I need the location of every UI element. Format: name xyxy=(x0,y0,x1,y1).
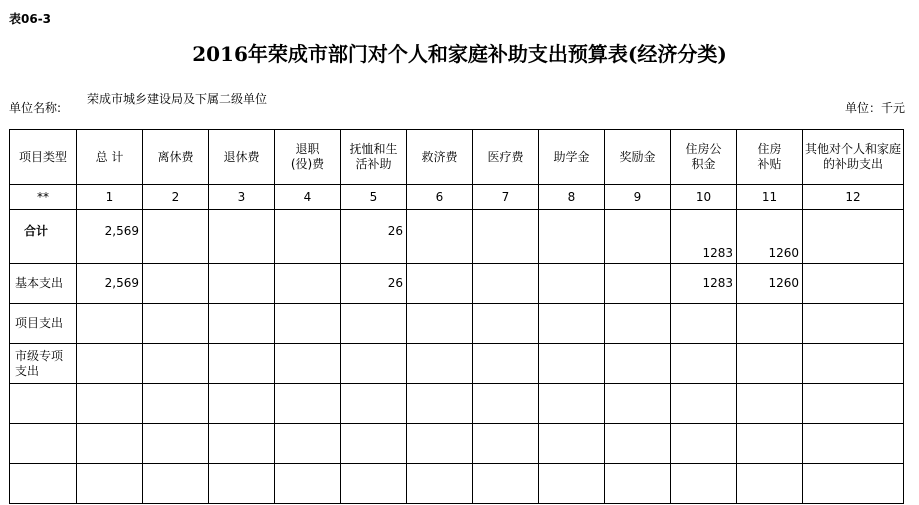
header-resignation: 退职(役)费 xyxy=(275,130,341,185)
cell xyxy=(77,344,143,384)
cell xyxy=(143,424,209,464)
cell xyxy=(77,384,143,424)
cell xyxy=(803,264,904,304)
cell xyxy=(473,264,539,304)
column-number: 8 xyxy=(539,185,605,210)
cell xyxy=(143,304,209,344)
header-student-aid: 助学金 xyxy=(539,130,605,185)
cell xyxy=(737,304,803,344)
cell xyxy=(341,384,407,424)
cell xyxy=(407,384,473,424)
cell xyxy=(605,210,671,264)
cell xyxy=(539,210,605,264)
cell xyxy=(341,344,407,384)
table-row-project xyxy=(10,304,904,344)
cell xyxy=(473,304,539,344)
cell xyxy=(209,384,275,424)
cell xyxy=(671,424,737,464)
cell xyxy=(671,344,737,384)
document-title: 2016年荣成市部门对个人和家庭补助支出预算表(经济分类) xyxy=(192,42,727,66)
cell-housing-subsidy: 1260 xyxy=(737,210,803,264)
currency-unit: 单位：千元 xyxy=(844,101,905,115)
header-item-type: 项目类型 xyxy=(10,130,77,185)
cell xyxy=(605,464,671,504)
cell xyxy=(341,304,407,344)
cell xyxy=(143,464,209,504)
column-number: 3 xyxy=(209,185,275,210)
column-number: 7 xyxy=(473,185,539,210)
cell xyxy=(473,344,539,384)
cell xyxy=(539,304,605,344)
cell xyxy=(605,304,671,344)
cell xyxy=(803,210,904,264)
cell xyxy=(803,424,904,464)
header-row xyxy=(10,130,904,185)
table-row-empty xyxy=(10,464,904,504)
cell-total: 2,569 xyxy=(77,210,143,264)
header-total: 总 计 xyxy=(77,130,143,185)
column-number: 9 xyxy=(605,185,671,210)
cell xyxy=(605,424,671,464)
cell xyxy=(539,384,605,424)
cell xyxy=(275,304,341,344)
header-housing-fund: 住房公积金 xyxy=(671,130,737,185)
cell xyxy=(671,384,737,424)
cell xyxy=(77,424,143,464)
column-number: 1 xyxy=(77,185,143,210)
cell xyxy=(407,424,473,464)
header-medical: 医疗费 xyxy=(473,130,539,185)
header-other-subsidy: 其他对个人和家庭的补助支出 xyxy=(803,130,904,185)
column-number: 4 xyxy=(275,185,341,210)
header-retirement: 退休费 xyxy=(209,130,275,185)
cell xyxy=(77,464,143,504)
cell xyxy=(803,304,904,344)
cell-pension-subsidy: 26 xyxy=(341,264,407,304)
cell xyxy=(275,424,341,464)
cell xyxy=(737,424,803,464)
cell xyxy=(803,384,904,424)
cell-pension-subsidy: 26 xyxy=(341,210,407,264)
cell xyxy=(341,464,407,504)
cell xyxy=(275,210,341,264)
cell xyxy=(605,344,671,384)
cell xyxy=(473,210,539,264)
cell xyxy=(209,304,275,344)
budget-table xyxy=(9,129,904,504)
header-bonus: 奖励金 xyxy=(605,130,671,185)
column-number-row xyxy=(10,185,904,210)
cell-housing-fund: 1283 xyxy=(671,210,737,264)
table-row-basic xyxy=(10,264,904,304)
cell xyxy=(209,424,275,464)
row-label: 项目支出 xyxy=(10,304,77,344)
header-housing-subsidy: 住房补贴 xyxy=(737,130,803,185)
cell xyxy=(539,424,605,464)
column-number: 2 xyxy=(143,185,209,210)
header-retirement-cadre: 离休费 xyxy=(143,130,209,185)
cell xyxy=(671,304,737,344)
cell xyxy=(10,464,77,504)
cell xyxy=(275,464,341,504)
unit-name-value: 荣成市城乡建设局及下属二级单位 xyxy=(86,92,267,106)
cell xyxy=(803,344,904,384)
cell xyxy=(407,264,473,304)
row-label: 基本支出 xyxy=(10,264,77,304)
cell xyxy=(671,464,737,504)
cell xyxy=(539,344,605,384)
column-number: 10 xyxy=(671,185,737,210)
table-row-total xyxy=(10,210,904,264)
cell xyxy=(10,384,77,424)
cell xyxy=(143,344,209,384)
cell xyxy=(539,264,605,304)
table-id: 表06-3 xyxy=(9,12,52,26)
cell-housing-subsidy: 1260 xyxy=(737,264,803,304)
cell xyxy=(209,344,275,384)
cell xyxy=(275,384,341,424)
row-label: 合计 xyxy=(10,210,77,264)
cell xyxy=(737,344,803,384)
cell xyxy=(407,304,473,344)
cell xyxy=(143,384,209,424)
cell xyxy=(803,464,904,504)
cell xyxy=(143,210,209,264)
column-number: 12 xyxy=(803,185,904,210)
table-row-empty xyxy=(10,424,904,464)
cell xyxy=(341,424,407,464)
cell-total: 2,569 xyxy=(77,264,143,304)
cell xyxy=(10,424,77,464)
cell xyxy=(737,464,803,504)
header-relief: 救济费 xyxy=(407,130,473,185)
cell xyxy=(539,464,605,504)
cell xyxy=(737,384,803,424)
unit-name-label: 单位名称: xyxy=(9,101,62,115)
cell xyxy=(209,264,275,304)
cell xyxy=(407,344,473,384)
cell-housing-fund: 1283 xyxy=(671,264,737,304)
cell xyxy=(209,210,275,264)
cell xyxy=(275,344,341,384)
column-number: 6 xyxy=(407,185,473,210)
column-number: ** xyxy=(10,185,77,210)
column-number: 5 xyxy=(341,185,407,210)
cell xyxy=(407,210,473,264)
row-label: 市级专项支出 xyxy=(10,344,77,384)
cell xyxy=(605,264,671,304)
cell xyxy=(605,384,671,424)
header-pension-subsidy: 抚恤和生活补助 xyxy=(341,130,407,185)
cell xyxy=(209,464,275,504)
cell xyxy=(143,264,209,304)
cell xyxy=(473,424,539,464)
cell xyxy=(473,464,539,504)
cell xyxy=(407,464,473,504)
column-number: 11 xyxy=(737,185,803,210)
table-row-empty xyxy=(10,384,904,424)
cell xyxy=(473,384,539,424)
cell xyxy=(77,304,143,344)
table-row-municipal-special xyxy=(10,344,904,384)
cell xyxy=(275,264,341,304)
